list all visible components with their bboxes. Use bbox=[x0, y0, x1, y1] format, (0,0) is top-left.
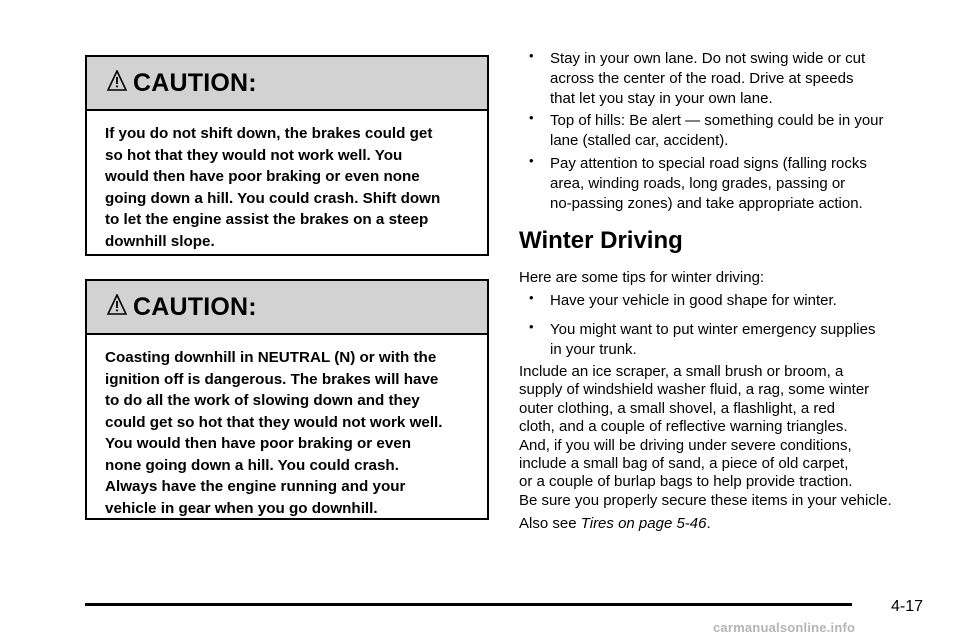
caution-line: downhill slope. bbox=[105, 232, 215, 250]
caution-text bbox=[87, 111, 487, 270]
also-see-suffix: . bbox=[706, 515, 711, 532]
page-number: 4-17 bbox=[891, 598, 924, 615]
intro-text bbox=[519, 268, 764, 287]
footer-rule bbox=[85, 603, 852, 606]
bullet-icon: • bbox=[529, 110, 534, 125]
bullet-line: You might want to put winter emergency supplies bbox=[550, 321, 876, 338]
bullet-line: across the center of the road. Drive at speeds bbox=[550, 70, 854, 87]
watermark: carmanualsonline.info bbox=[713, 620, 856, 635]
supplies-paragraph bbox=[519, 363, 892, 510]
caution-line: could get so hot that they would not work well. bbox=[105, 413, 443, 431]
bullet-icon: • bbox=[529, 153, 534, 168]
bullet-line: in your trunk. bbox=[550, 341, 637, 358]
cross-reference-link[interactable]: Tires on page 5-46 bbox=[580, 515, 707, 532]
caution-line: going down a hill. You could crash. Shift down bbox=[105, 189, 441, 207]
caution-line: vehicle in gear when you go downhill. bbox=[105, 499, 378, 517]
paragraph-line: cloth, and a couple of reflective warning triangles. bbox=[519, 418, 848, 436]
caution-title: CAUTION: bbox=[133, 68, 257, 97]
caution-title: CAUTION: bbox=[133, 292, 257, 321]
bullet-text bbox=[550, 320, 875, 360]
caution-line: to let the engine assist the brakes on a steep bbox=[105, 211, 429, 228]
paragraph-line: Be sure you properly secure these items in your vehicle. bbox=[519, 491, 892, 509]
warning-triangle-icon bbox=[107, 70, 127, 92]
bullet-line: Stay in your own lane. Do not swing wide or cut bbox=[550, 50, 866, 67]
bullet-text bbox=[550, 154, 867, 214]
caution-line: Always have the engine running and your bbox=[105, 478, 406, 495]
warning-triangle-icon bbox=[107, 294, 127, 316]
caution-line: would then have poor braking or even none bbox=[105, 168, 420, 185]
caution-text bbox=[87, 335, 487, 537]
section-heading: Winter Driving bbox=[519, 227, 683, 254]
caution-line: You would then have poor braking or even bbox=[105, 435, 412, 452]
bullet-line: Pay attention to special road signs (falling rocks bbox=[550, 155, 867, 172]
paragraph-line: supply of windshield washer fluid, a rag, some winter bbox=[519, 381, 870, 399]
paragraph-line: outer clothing, a small shovel, a flashlight, a red bbox=[519, 399, 836, 417]
bullet-text bbox=[550, 49, 865, 109]
also-see bbox=[519, 514, 711, 533]
caution-line: to do all the work of slowing down and they bbox=[105, 392, 420, 409]
bullet-line: that let you stay in your own lane. bbox=[550, 90, 773, 107]
bullet-line: area, winding roads, long grades, passing or bbox=[550, 175, 846, 192]
caution-box-1 bbox=[85, 55, 489, 256]
bullet-icon: • bbox=[529, 290, 534, 305]
caution-box-2 bbox=[85, 279, 489, 520]
paragraph-line: Include an ice scraper, a small brush or broom, a bbox=[519, 363, 844, 380]
paragraph-line: And, if you will be driving under severe conditions, bbox=[519, 436, 852, 454]
paragraph-line: include a small bag of sand, a piece of old carpet, bbox=[519, 455, 849, 473]
bullet-icon: • bbox=[529, 319, 534, 334]
bullet-line: lane (stalled car, accident). bbox=[550, 132, 729, 149]
bullet-text bbox=[550, 291, 837, 311]
caution-line: If you do not shift down, the brakes could get bbox=[105, 125, 433, 142]
bullet-line: no-passing zones) and take appropriate action. bbox=[550, 195, 863, 212]
caution-line: Coasting downhill in NEUTRAL (N) or with the bbox=[105, 349, 437, 366]
also-see-prefix: Also see bbox=[519, 515, 581, 532]
caution-header bbox=[87, 57, 487, 111]
intro-line: Here are some tips for winter driving: bbox=[519, 269, 765, 286]
caution-line: so hot that they would not work well. You bbox=[105, 146, 403, 164]
caution-header bbox=[87, 281, 487, 335]
bullet-text bbox=[550, 111, 884, 151]
bullet-icon: • bbox=[529, 48, 534, 63]
bullet-line: Top of hills: Be alert — something could be in your bbox=[550, 112, 884, 129]
paragraph-line: or a couple of burlap bags to help provide traction. bbox=[519, 473, 853, 491]
bullet-line: Have your vehicle in good shape for winter. bbox=[550, 292, 837, 309]
caution-line: ignition off is dangerous. The brakes will have bbox=[105, 370, 439, 388]
caution-line: none going down a hill. You could crash. bbox=[105, 456, 399, 474]
